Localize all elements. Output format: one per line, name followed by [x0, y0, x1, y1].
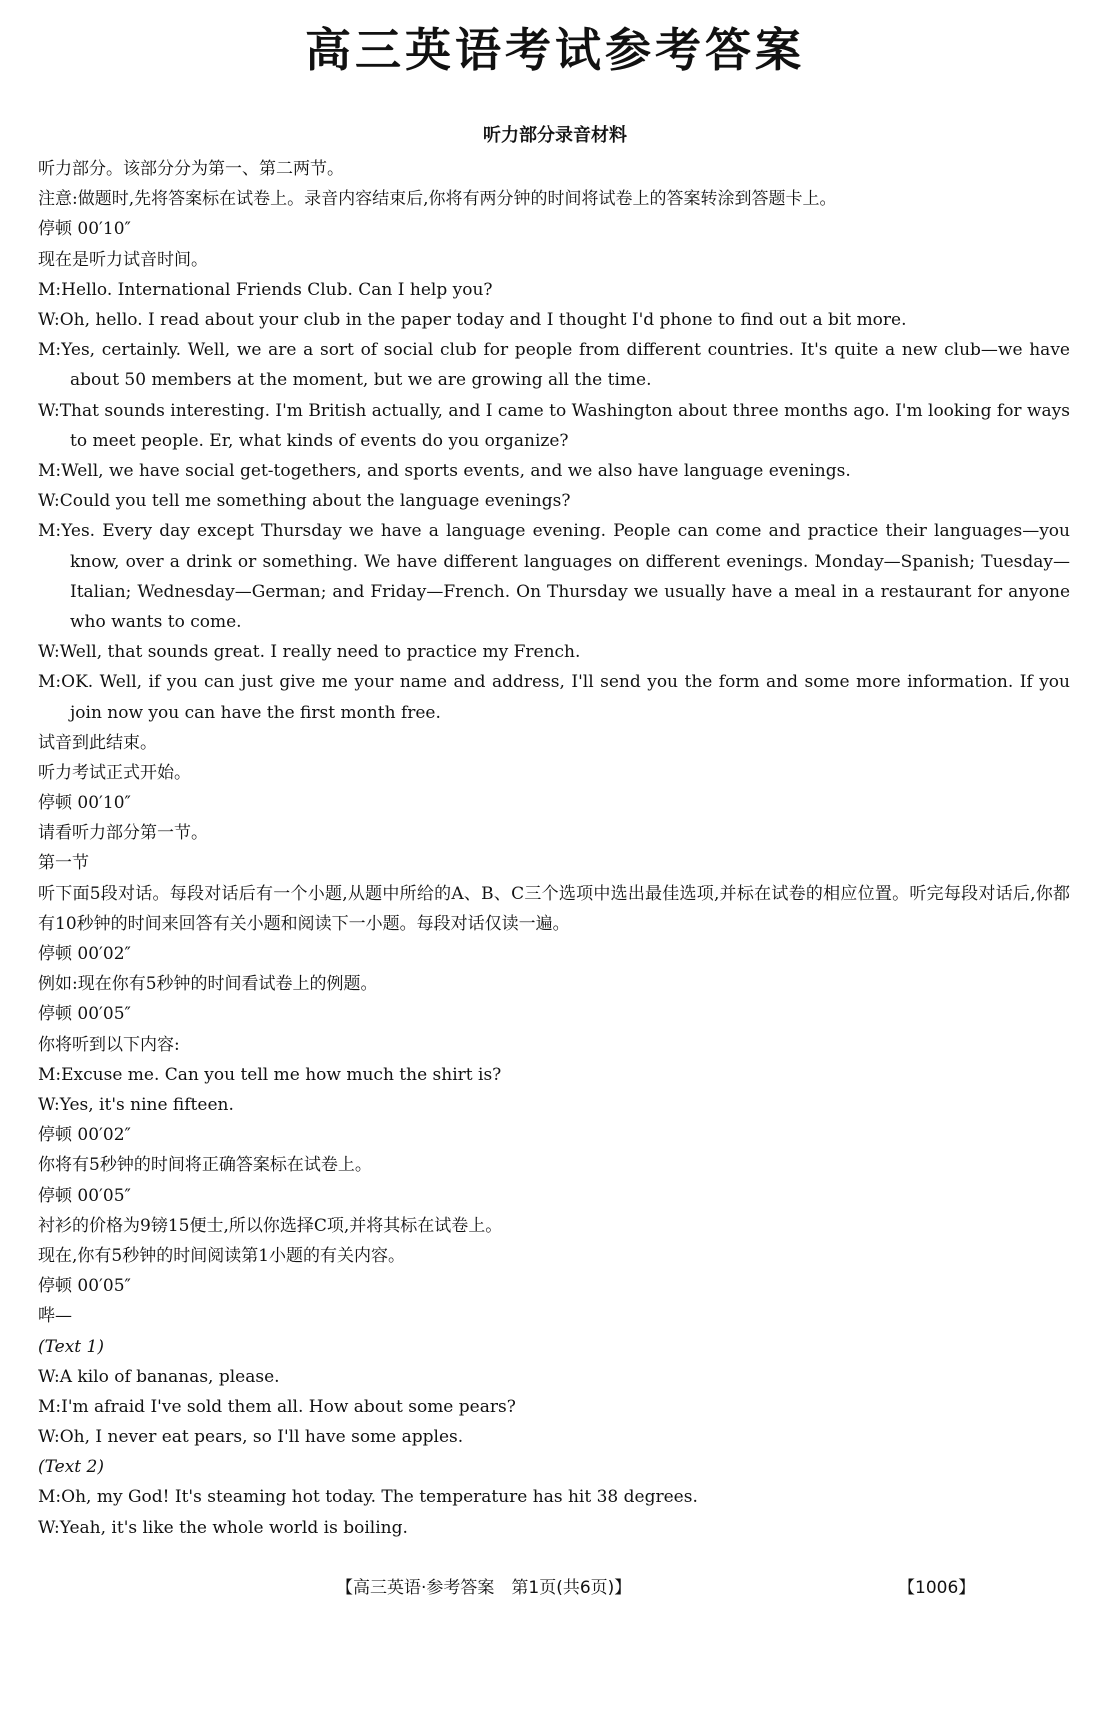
- section-subtitle: 听力部分录音材料: [483, 125, 627, 146]
- example-intro-line: 你将听到以下内容:: [38, 1034, 180, 1055]
- footer-page-info: 【高三英语·参考答案 第1页(共6页)】: [336, 1578, 632, 1598]
- trial-start-line: 现在是听力试音时间。: [38, 249, 208, 270]
- dialogue-line: W:Yeah, it's like the whole world is boiling.: [38, 1517, 408, 1538]
- transcript-body: [38, 154, 1070, 1543]
- section-instruction-line: 请看听力部分第一节。: [38, 823, 208, 844]
- intro-line: 听力部分。该部分分为第一、第二两节。: [38, 159, 344, 179]
- section-heading: 第一节: [38, 853, 89, 874]
- dialogue-line: W:A kilo of bananas, please.: [38, 1366, 280, 1387]
- dialogue-line: W:Oh, hello. I read about your club in the paper today and I thought I'd phone to find out a bit more.: [38, 309, 907, 330]
- dialogue-line: M:Excuse me. Can you tell me how much the shirt is?: [38, 1064, 502, 1085]
- beep-line: 哔—: [38, 1306, 72, 1327]
- page-title: 高三英语考试参考答案: [305, 23, 805, 77]
- trial-end-line: 试音到此结束。: [38, 732, 157, 753]
- dialogue-line: M:Well, we have social get-togethers, and sports events, and we also have language evenings.: [38, 460, 851, 481]
- pause-line: 停顿 00′05″: [38, 1004, 131, 1025]
- dialogue-line: M:Yes. Every day except Thursday we have a language evening. People can come and practice their languages—you know, over a drink or something. We have different languages on different evenings. Monday—Spanish; Tuesday—Italian; Wednesday—German; and Friday—French. On Thursday we usually have a meal in a restaurant for anyone who wants to come.: [38, 521, 1070, 632]
- pause-line: 停顿 00′05″: [38, 1276, 131, 1297]
- dialogue-line: M:Yes, certainly. Well, we are a sort of social club for people from different countries. It's quite a new club—we have about 50 members at the moment, but we are growing all the time.: [38, 340, 1070, 391]
- pause-line: 停顿 00′02″: [38, 944, 131, 965]
- answer-explanation-line: 衬衫的价格为9镑15便士,所以你选择C项,并将其标在试卷上。: [38, 1215, 503, 1236]
- pause-line: 停顿 00′02″: [38, 1125, 131, 1146]
- pause-line: 停顿 00′05″: [38, 1185, 131, 1206]
- dialogue-line: W:Well, that sounds great. I really need to practice my French.: [38, 642, 581, 663]
- instruction-line: 注意:做题时,先将答案标在试卷上。录音内容结束后,你将有两分钟的时间将试卷上的答案转涂到答题卡上。: [38, 189, 837, 210]
- section-directions: 听下面5段对话。每段对话后有一个小题,从题中所给的A、B、C三个选项中选出最佳选项,并标在试卷的相应位置。听完每段对话后,你都有10秒钟的时间来回答有关小题和阅读下一小题。每段对话仅读一遍。: [38, 883, 1070, 934]
- dialogue-line: W:That sounds interesting. I'm British actually, and I came to Washington about three months ago. I'm looking for ways to meet people. Er, what kinds of events do you organize?: [38, 400, 1070, 451]
- pause-line: 停顿 00′10″: [38, 793, 131, 814]
- pause-line: 停顿 00′10″: [38, 219, 131, 240]
- dialogue-line: W:Yes, it's nine fifteen.: [38, 1095, 234, 1115]
- dialogue-line: W:Oh, I never eat pears, so I'll have some apples.: [38, 1427, 464, 1448]
- dialogue-line: M:I'm afraid I've sold them all. How about some pears?: [38, 1396, 516, 1417]
- answer-instruction-line: 你将有5秒钟的时间将正确答案标在试卷上。: [38, 1155, 372, 1176]
- dialogue-line: M:Oh, my God! It's steaming hot today. The temperature has hit 38 degrees.: [38, 1487, 698, 1508]
- text-heading: (Text 2): [38, 1457, 104, 1478]
- page-footer: [0, 1573, 1110, 1603]
- dialogue-line: M:OK. Well, if you can just give me your name and address, I'll send you the form and some more information. If you join now you can have the first month free.: [38, 672, 1070, 723]
- reading-instruction-line: 现在,你有5秒钟的时间阅读第1小题的有关内容。: [38, 1245, 406, 1266]
- text-heading: (Text 1): [38, 1336, 104, 1357]
- dialogue-line: W:Could you tell me something about the language evenings?: [38, 491, 571, 512]
- dialogue-line: M:Hello. International Friends Club. Can I help you?: [38, 279, 493, 300]
- footer-code: 【1006】: [898, 1578, 976, 1598]
- exam-start-line: 听力考试正式开始。: [38, 762, 191, 783]
- example-line: 例如:现在你有5秒钟的时间看试卷上的例题。: [38, 974, 378, 995]
